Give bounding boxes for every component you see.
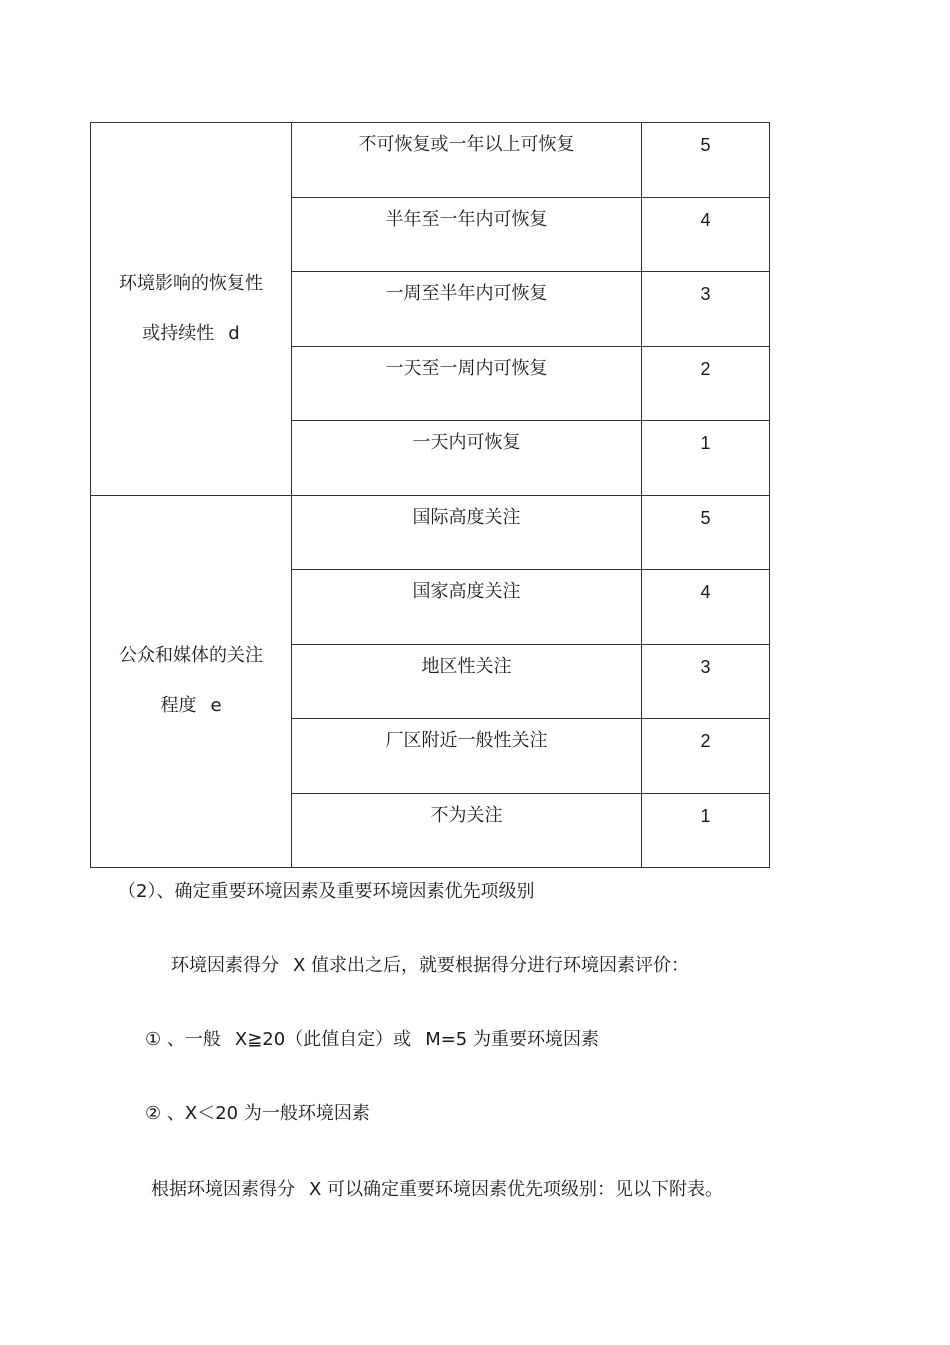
category-label-line1: 公众和媒体的关注 bbox=[119, 645, 263, 667]
criterion-desc: 厂区附近一般性关注 bbox=[292, 719, 642, 794]
criterion-desc: 一周至半年内可恢复 bbox=[292, 272, 642, 347]
criterion-desc: 不可恢复或一年以上可恢复 bbox=[292, 123, 642, 198]
criterion-score: 1 bbox=[642, 793, 770, 868]
category-label-line1: 环境影响的恢复性 bbox=[119, 272, 263, 294]
paragraph-priority: 根据环境因素得分 X 可以确定重要环境因素优先项级别：见以下附表。 bbox=[151, 1179, 724, 1200]
criterion-desc: 一天至一周内可恢复 bbox=[292, 346, 642, 421]
paragraph-rule-important: ① 、一般 X≧20（此值自定）或 M=5 为重要环境因素 bbox=[145, 1029, 599, 1050]
criterion-score: 4 bbox=[642, 197, 770, 272]
criterion-score: 5 bbox=[642, 123, 770, 198]
criterion-score: 2 bbox=[642, 719, 770, 794]
criterion-desc: 地区性关注 bbox=[292, 644, 642, 719]
criterion-score: 5 bbox=[642, 495, 770, 570]
criterion-score: 4 bbox=[642, 570, 770, 645]
paragraph-rule-general: ② 、X＜20 为一般环境因素 bbox=[145, 1103, 370, 1124]
criterion-desc: 半年至一年内可恢复 bbox=[292, 197, 642, 272]
criterion-desc: 不为关注 bbox=[292, 793, 642, 868]
category-code: d bbox=[228, 322, 240, 344]
table-row bbox=[91, 123, 770, 198]
criterion-score: 1 bbox=[642, 421, 770, 496]
criterion-desc: 国家高度关注 bbox=[292, 570, 642, 645]
section-heading: （2）、确定重要环境因素及重要环境因素优先项级别 bbox=[118, 881, 535, 902]
category-code: e bbox=[210, 695, 222, 717]
category-label-line2: 程度 e bbox=[160, 695, 222, 717]
criterion-score: 2 bbox=[642, 346, 770, 421]
criterion-desc: 国际高度关注 bbox=[292, 495, 642, 570]
criterion-score: 3 bbox=[642, 272, 770, 347]
criterion-score: 3 bbox=[642, 644, 770, 719]
category-cell-attention bbox=[91, 495, 292, 868]
criterion-desc: 一天内可恢复 bbox=[292, 421, 642, 496]
scoring-table bbox=[90, 122, 770, 868]
category-cell-recoverability bbox=[91, 123, 292, 496]
category-label-line2: 或持续性 d bbox=[142, 322, 240, 344]
paragraph-score-intro: 环境因素得分 X 值求出之后，就要根据得分进行环境因素评价： bbox=[171, 955, 690, 976]
table-row bbox=[91, 495, 770, 570]
